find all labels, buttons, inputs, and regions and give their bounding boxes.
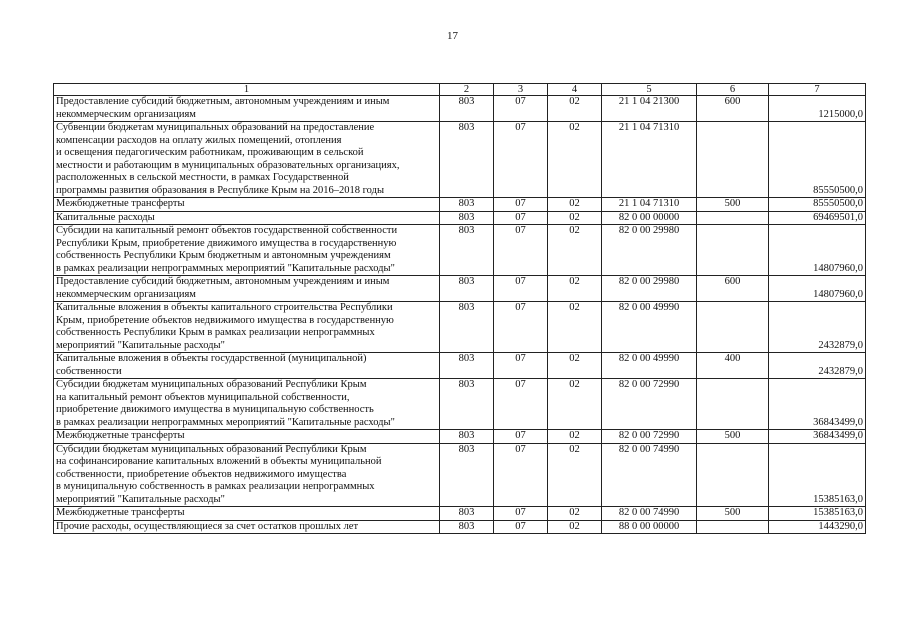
section-code: 07 (494, 507, 548, 521)
table-row (54, 507, 866, 521)
expense-type-code (697, 225, 769, 276)
description-line: Крым, приобретение объектов недвижимого имущества в государственную (56, 314, 394, 326)
table-row (54, 211, 866, 225)
target-article-code: 82 0 00 72990 (602, 430, 697, 444)
subsection-code: 02 (548, 96, 602, 122)
expense-type-code: 500 (697, 430, 769, 444)
target-article-code: 88 0 00 00000 (602, 520, 697, 534)
subsection-code: 02 (548, 379, 602, 430)
expense-type-code (697, 211, 769, 225)
description-line: Капитальные расходы (56, 211, 155, 223)
page-number: 17 (447, 30, 458, 42)
expense-type-code: 600 (697, 96, 769, 122)
description-line: мероприятий "Капитальные расходы" (56, 493, 225, 505)
header-cell: 4 (548, 84, 602, 96)
description-line: на капитальный ремонт объектов муниципальной собственности, (56, 391, 350, 403)
header-cell: 7 (769, 84, 866, 96)
target-article-code: 82 0 00 49990 (602, 302, 697, 353)
table-row (54, 225, 866, 276)
subsection-code: 02 (548, 507, 602, 521)
description-line: в муниципальную собственность в рамках реализации непрограммных (56, 481, 375, 492)
description-line: в рамках реализации непрограммных мероприятий "Капитальные расходы" (56, 416, 395, 428)
description-line: компенсации расходов на оплату жилых помещений, отопления (56, 134, 342, 146)
subsection-code: 02 (548, 353, 602, 379)
ministry-code: 803 (440, 302, 494, 353)
target-article-code: 21 1 04 71310 (602, 122, 697, 198)
section-code: 07 (494, 443, 548, 507)
header-cell: 5 (602, 84, 697, 96)
subsection-code: 02 (548, 211, 602, 225)
table-row (54, 198, 866, 212)
description-line: приобретение движимого имущества в муниципальную собственность (56, 404, 374, 415)
amount: 2432879,0 (769, 353, 866, 379)
table-row (54, 520, 866, 534)
ministry-code: 803 (440, 198, 494, 212)
target-article-code: 82 0 00 72990 (602, 379, 697, 430)
description-line: некоммерческим организациям (56, 108, 196, 120)
target-article-code: 82 0 00 74990 (602, 443, 697, 507)
header-cell: 1 (54, 84, 440, 96)
section-code: 07 (494, 379, 548, 430)
amount: 1443290,0 (769, 520, 866, 534)
row-description (54, 430, 440, 444)
ministry-code: 803 (440, 122, 494, 198)
expense-type-code: 500 (697, 507, 769, 521)
header-cell: 3 (494, 84, 548, 96)
target-article-code: 82 0 00 00000 (602, 211, 697, 225)
subsection-code: 02 (548, 276, 602, 302)
description-line: местности и работающим в муниципальных образовательных организациях, (56, 159, 400, 171)
row-description (54, 276, 440, 302)
table-row (54, 443, 866, 507)
description-line: Предоставление субсидий бюджетным, автономным учреждениям и иным (56, 276, 390, 287)
row-description (54, 198, 440, 212)
ministry-code: 803 (440, 520, 494, 534)
row-description (54, 302, 440, 353)
subsection-code: 02 (548, 430, 602, 444)
ministry-code: 803 (440, 211, 494, 225)
ministry-code: 803 (440, 379, 494, 430)
row-description (54, 225, 440, 276)
amount: 2432879,0 (769, 302, 866, 353)
description-line: Межбюджетные трансферты (56, 198, 185, 209)
expense-type-code (697, 379, 769, 430)
table-row (54, 276, 866, 302)
description-line: программы развития образования в Республике Крым на 2016–2018 годы (56, 184, 385, 196)
amount: 85550500,0 (769, 198, 866, 212)
amount: 85550500,0 (769, 122, 866, 198)
description-line: собственность Республики Крым в рамках реализации непрограммных (56, 327, 375, 338)
table-row (54, 430, 866, 444)
target-article-code: 82 0 00 74990 (602, 507, 697, 521)
section-code: 07 (494, 198, 548, 212)
target-article-code: 82 0 00 29980 (602, 225, 697, 276)
description-line: Межбюджетные трансферты (56, 430, 185, 441)
section-code: 07 (494, 211, 548, 225)
description-line: на софинансирование капитальных вложений в объекты муниципальной (56, 456, 382, 467)
expense-type-code: 400 (697, 353, 769, 379)
row-description (54, 520, 440, 534)
amount: 15385163,0 (769, 507, 866, 521)
description-line: Субсидии бюджетам муниципальных образований Республики Крым (56, 443, 367, 455)
subsection-code: 02 (548, 225, 602, 276)
section-code: 07 (494, 353, 548, 379)
description-line: Капитальные вложения в объекты государственной (муниципальной) (56, 353, 367, 364)
ministry-code: 803 (440, 225, 494, 276)
row-description (54, 443, 440, 507)
subsection-code: 02 (548, 302, 602, 353)
subsection-code: 02 (548, 122, 602, 198)
table-row (54, 302, 866, 353)
description-line: Субсидии бюджетам муниципальных образований Республики Крым (56, 379, 367, 390)
expense-type-code (697, 443, 769, 507)
subsection-code: 02 (548, 520, 602, 534)
row-description (54, 353, 440, 379)
description-line: Прочие расходы, осуществляющиеся за счет остатков прошлых лет (56, 520, 359, 532)
description-line: Республики Крым, приобретение движимого имущества в государственную (56, 237, 397, 249)
amount: 69469501,0 (769, 211, 866, 225)
ministry-code: 803 (440, 507, 494, 521)
amount: 14807960,0 (769, 276, 866, 302)
description-line: расположенных в сельской местности, в рамках Государственной (56, 172, 349, 183)
amount: 15385163,0 (769, 443, 866, 507)
row-description (54, 122, 440, 198)
section-code: 07 (494, 276, 548, 302)
description-line: Капитальные вложения в объекты капитального строительства Республики (56, 302, 393, 313)
subsection-code: 02 (548, 443, 602, 507)
amount: 14807960,0 (769, 225, 866, 276)
ministry-code: 803 (440, 353, 494, 379)
description-line: собственности (56, 365, 122, 377)
target-article-code: 21 1 04 21300 (602, 96, 697, 122)
description-line: собственности, приобретение объектов недвижимого имущества (56, 468, 347, 480)
description-line: Межбюджетные трансферты (56, 507, 185, 518)
description-line: Предоставление субсидий бюджетным, автономным учреждениям и иным (56, 96, 390, 107)
description-line: Субвенции бюджетам муниципальных образований на предоставление (56, 122, 375, 133)
expense-type-code (697, 122, 769, 198)
table-row (54, 96, 866, 122)
table-header-row (54, 84, 866, 96)
expense-type-code (697, 520, 769, 534)
subsection-code: 02 (548, 198, 602, 212)
description-line: и освещения педагогическим работникам, проживающим в сельской (56, 147, 364, 158)
row-description (54, 379, 440, 430)
expense-type-code (697, 302, 769, 353)
description-line: мероприятий "Капитальные расходы" (56, 339, 225, 351)
section-code: 07 (494, 122, 548, 198)
section-code: 07 (494, 430, 548, 444)
description-line: Субсидии на капитальный ремонт объектов государственной собственности (56, 225, 398, 236)
ministry-code: 803 (440, 96, 494, 122)
description-line: собственность Республики Крым бюджетным и автономным учреждениям (56, 250, 391, 261)
row-description (54, 507, 440, 521)
header-cell: 2 (440, 84, 494, 96)
description-line: в рамках реализации непрограммных мероприятий "Капитальные расходы" (56, 262, 395, 274)
amount: 1215000,0 (769, 96, 866, 122)
description-line: некоммерческим организациям (56, 288, 196, 300)
ministry-code: 803 (440, 276, 494, 302)
table-row (54, 122, 866, 198)
table-row (54, 353, 866, 379)
target-article-code: 82 0 00 29980 (602, 276, 697, 302)
expense-type-code: 600 (697, 276, 769, 302)
amount: 36843499,0 (769, 379, 866, 430)
section-code: 07 (494, 302, 548, 353)
expense-type-code: 500 (697, 198, 769, 212)
target-article-code: 82 0 00 49990 (602, 353, 697, 379)
section-code: 07 (494, 96, 548, 122)
target-article-code: 21 1 04 71310 (602, 198, 697, 212)
row-description (54, 211, 440, 225)
section-code: 07 (494, 520, 548, 534)
section-code: 07 (494, 225, 548, 276)
row-description (54, 96, 440, 122)
ministry-code: 803 (440, 430, 494, 444)
table-row (54, 379, 866, 430)
budget-table (53, 83, 866, 534)
amount: 36843499,0 (769, 430, 866, 444)
header-cell: 6 (697, 84, 769, 96)
ministry-code: 803 (440, 443, 494, 507)
